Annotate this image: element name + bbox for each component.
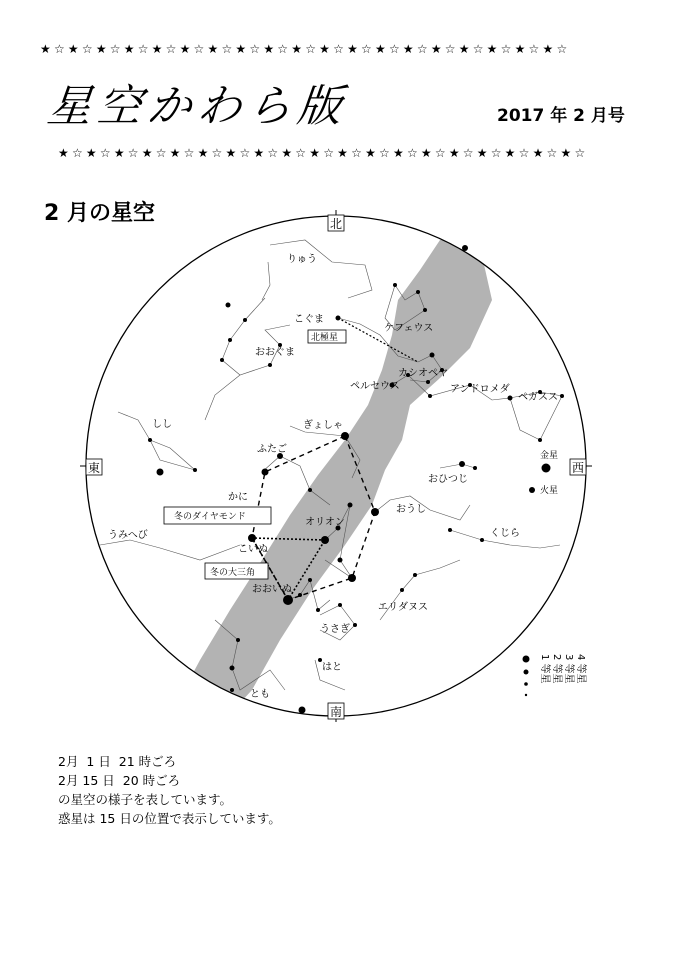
- label-gemini: ふたご: [257, 444, 287, 455]
- label-perseus: ペルセウス: [350, 381, 400, 392]
- label-draco: りゅう: [287, 254, 317, 265]
- label-pegasus: ペガスス: [518, 392, 558, 403]
- star-rigel: [348, 574, 356, 582]
- label-cassiopeia: カシオペヤ: [398, 368, 448, 379]
- label-taurus: おうし: [396, 504, 426, 515]
- label-canis-minor: こいぬ: [238, 544, 268, 555]
- label-cepheus: ケフェウス: [384, 323, 434, 334]
- section-title: 2 月の星空: [44, 201, 155, 226]
- direction-east: 東: [88, 461, 101, 475]
- label-mars: 火星: [540, 486, 559, 496]
- star-sirius: [283, 595, 293, 605]
- star-capella: [341, 432, 349, 440]
- note-line: 2月 15 日 20 時ごろ: [58, 773, 181, 788]
- legend-mag2: 2 等星: [551, 654, 562, 684]
- planet-venus: [542, 464, 551, 473]
- label-orion: オリオン: [305, 517, 345, 528]
- star-border-top: ★☆★☆★☆★☆★☆★☆★☆★☆★☆★☆★☆★☆★☆★☆★☆★☆★☆★☆★☆: [40, 42, 571, 56]
- label-ursa-major: おおぐま: [255, 347, 295, 358]
- legend-mag1: 1 等星: [539, 654, 550, 684]
- note-line: 惑星は 15 日の位置で表示しています。: [58, 811, 281, 826]
- label-cetus: くじら: [490, 528, 520, 539]
- note-line: の星空の様子を表しています。: [58, 792, 233, 807]
- label-auriga: ぎょしゃ: [303, 420, 343, 431]
- magnitude-legend: [523, 654, 589, 696]
- label-eridanus: エリダヌス: [378, 602, 428, 613]
- label-andromeda: アンドロメダ: [450, 384, 510, 395]
- label-ursa-minor: こぐま: [294, 314, 324, 325]
- label-winter-triangle: 冬の大三角: [210, 568, 256, 578]
- direction-north: 北: [330, 217, 343, 231]
- label-canis-major: おおいぬ: [252, 584, 292, 595]
- label-puppis: とも: [250, 689, 270, 700]
- planet-mars: [529, 487, 535, 493]
- label-aries: おひつじ: [428, 474, 468, 485]
- star-canopus: [299, 707, 306, 714]
- label-winter-diamond: 冬のダイヤモンド: [174, 512, 246, 522]
- star-procyon: [248, 534, 256, 542]
- legend-mag4: 4 等星: [575, 654, 586, 684]
- star-regulus: [157, 469, 164, 476]
- note-line: 2月 1 日 21 時ごろ: [58, 754, 177, 769]
- issue-label: 2017 年 2 月号: [497, 106, 625, 126]
- star-pollux: [262, 469, 269, 476]
- label-columba: はと: [322, 662, 342, 673]
- label-polaris: 北極星: [311, 333, 339, 343]
- newsletter-title: 星空かわら版: [44, 81, 351, 132]
- direction-south: 南: [330, 705, 343, 719]
- star-aldebaran: [371, 508, 379, 516]
- star-deneb: [462, 245, 468, 251]
- star-betelgeuse: [321, 536, 329, 544]
- star-polaris: [336, 316, 341, 321]
- star-border-bottom: ★☆★☆★☆★☆★☆★☆★☆★☆★☆★☆★☆★☆★☆★☆★☆★☆★☆★☆★☆: [58, 146, 589, 160]
- label-venus: 金星: [540, 451, 559, 461]
- observation-notes: [58, 752, 281, 828]
- label-hydra: うみへび: [108, 530, 148, 541]
- label-leo: しし: [152, 419, 172, 430]
- direction-west: 西: [572, 461, 585, 475]
- label-cancer: かに: [228, 492, 248, 503]
- legend-mag3: 3 等星: [563, 654, 574, 684]
- label-lepus: うさぎ: [320, 624, 350, 635]
